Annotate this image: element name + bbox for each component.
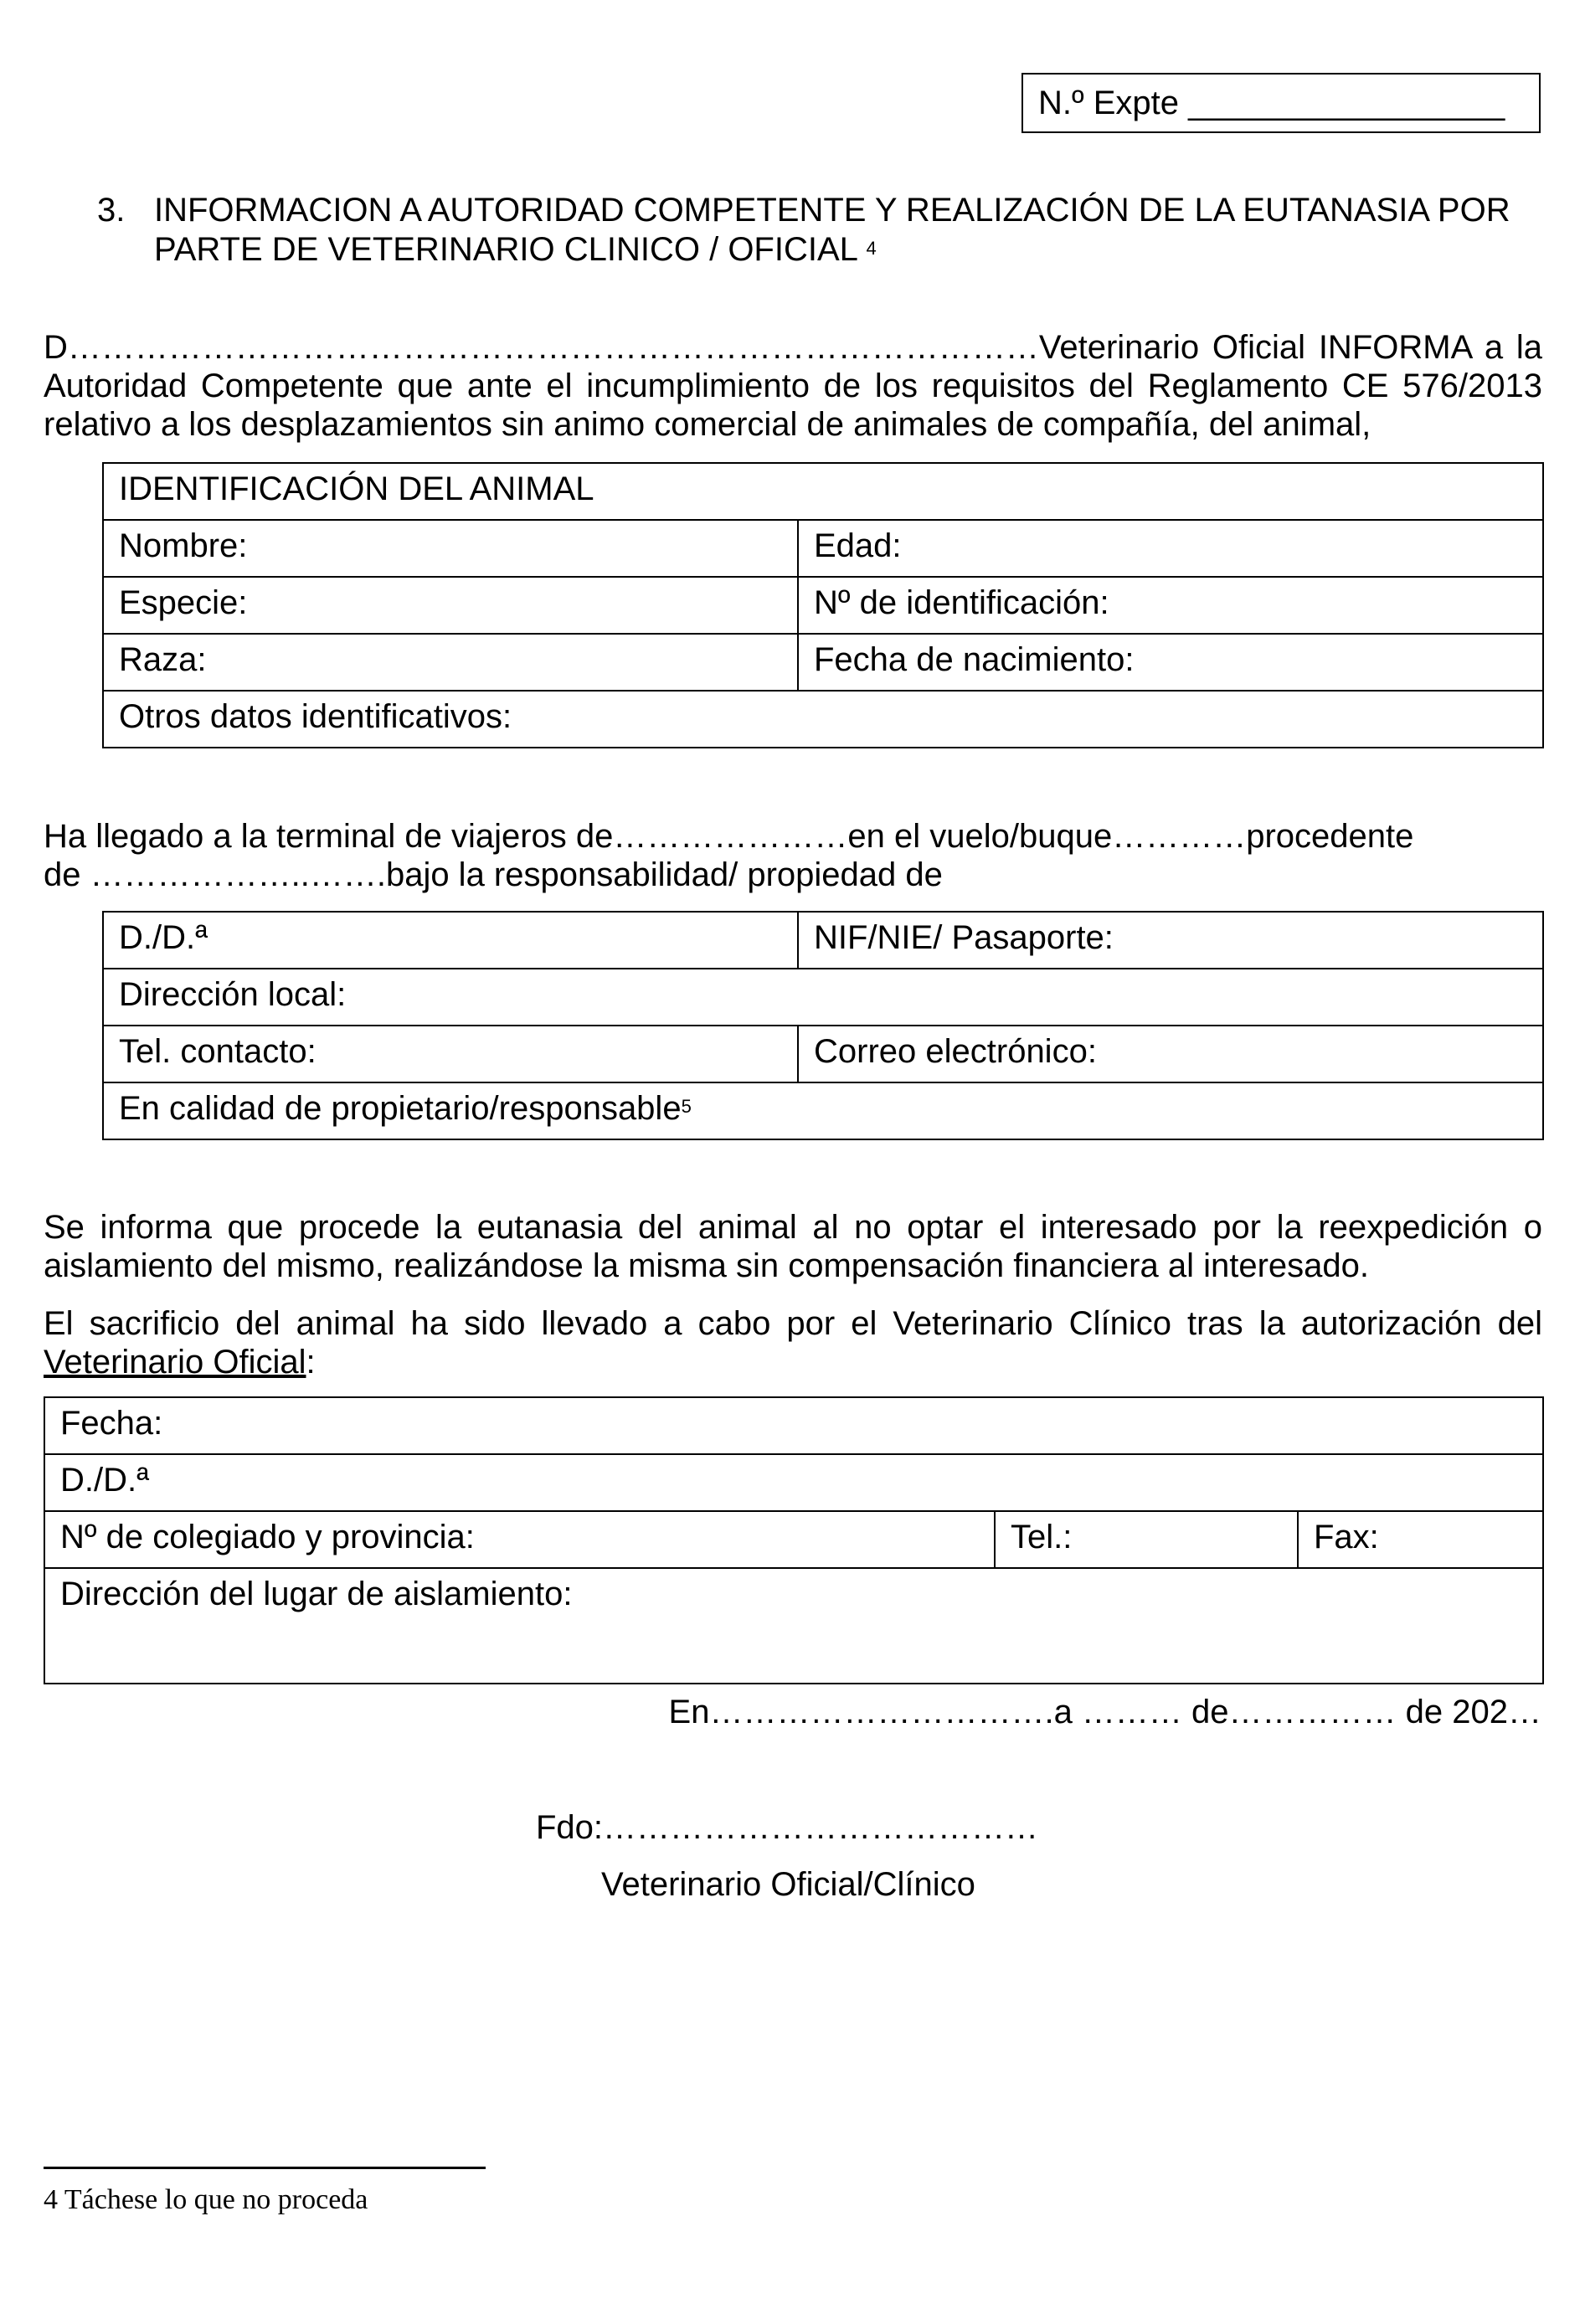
animal-table-header: IDENTIFICACIÓN DEL ANIMAL	[103, 463, 1543, 520]
footnote-ref-4: 4	[866, 238, 877, 259]
animal-breed-field[interactable]: Raza:	[103, 634, 798, 691]
vet-fax-field[interactable]: Fax:	[1298, 1511, 1543, 1568]
sacrifice-underlined: Veterinario Oficial	[44, 1344, 306, 1381]
section-title-line2: PARTE DE VETERINARIO CLINICO / OFICIAL	[154, 231, 857, 268]
footnote-separator	[44, 2167, 486, 2169]
signature-line: Fdo:…………………………………	[536, 1809, 1039, 1846]
sacrifice-colon: :	[306, 1344, 316, 1381]
owner-phone-field[interactable]: Tel. contacto:	[103, 1026, 798, 1082]
sacrifice-paragraph	[44, 1304, 1542, 1381]
arrival-line2: de ………………..…….bajo la responsabilidad/ propiedad de	[44, 856, 943, 893]
owner-capacity-field[interactable]	[103, 1082, 1543, 1139]
animal-id-number-field[interactable]: Nº de identificación:	[798, 577, 1543, 634]
signer-role: Veterinario Oficial/Clínico	[601, 1866, 975, 1903]
animal-name-field[interactable]: Nombre:	[103, 520, 798, 577]
vet-name-field[interactable]: D./D.ª	[44, 1454, 1543, 1511]
animal-age-field[interactable]: Edad:	[798, 520, 1543, 577]
isolation-address-field[interactable]: Dirección del lugar de aislamiento:	[44, 1568, 1543, 1684]
animal-birthdate-field[interactable]: Fecha de nacimiento:	[798, 634, 1543, 691]
section-number: 3.	[97, 192, 126, 229]
vet-phone-field[interactable]: Tel.:	[995, 1511, 1298, 1568]
vet-collegiate-field[interactable]: Nº de colegiado y provincia:	[44, 1511, 995, 1568]
owner-name-field[interactable]: D./D.ª	[103, 912, 798, 969]
animal-species-field[interactable]: Especie:	[103, 577, 798, 634]
owner-capacity-label: En calidad de propietario/responsable	[119, 1090, 682, 1127]
intro-paragraph: D……………………………………………………………………………Veterinario Oficial INFORMA a la Autoridad Competente que ante el incumplimiento de los requisitos del Reglamento CE 576/2013 relativo a los desplazamientos sin animo comercial de animales de compañía, del animal,	[44, 329, 1542, 443]
veterinarian-table	[44, 1396, 1544, 1684]
footnote-4: 4 Táchese lo que no proceda	[44, 2184, 368, 2215]
vet-date-field[interactable]: Fecha:	[44, 1397, 1543, 1454]
section-title-line1: INFORMACION A AUTORIDAD COMPETENTE Y REALIZACIÓN DE LA EUTANASIA POR	[154, 192, 1510, 229]
expediente-box	[1022, 73, 1541, 133]
owner-nif-field[interactable]: NIF/NIE/ Pasaporte:	[798, 912, 1543, 969]
sacrifice-text: El sacrificio del animal ha sido llevado a cabo por el Veterinario Clínico tras la autorización del	[44, 1305, 1542, 1342]
expediente-label: N.º Expte _________________	[1038, 85, 1505, 121]
owner-table	[102, 911, 1544, 1140]
owner-address-field[interactable]: Dirección local:	[103, 969, 1543, 1026]
footnote-ref-5: 5	[681, 1096, 692, 1117]
arrival-line1: Ha llegado a la terminal de viajeros de…………………en el vuelo/buque…………procedente	[44, 818, 1414, 855]
animal-identification-table	[102, 462, 1544, 748]
arrival-paragraph	[44, 817, 1542, 894]
place-date-line: En………………………….a ……… de…………… de 202…	[668, 1694, 1541, 1730]
animal-other-data-field[interactable]: Otros datos identificativos:	[103, 691, 1543, 748]
owner-email-field[interactable]: Correo electrónico:	[798, 1026, 1543, 1082]
inform-paragraph: Se informa que procede la eutanasia del animal al no optar el interesado por la reexpedición o aislamiento del mismo, realizándose la misma sin compensación financiera al interesado.	[44, 1209, 1542, 1284]
